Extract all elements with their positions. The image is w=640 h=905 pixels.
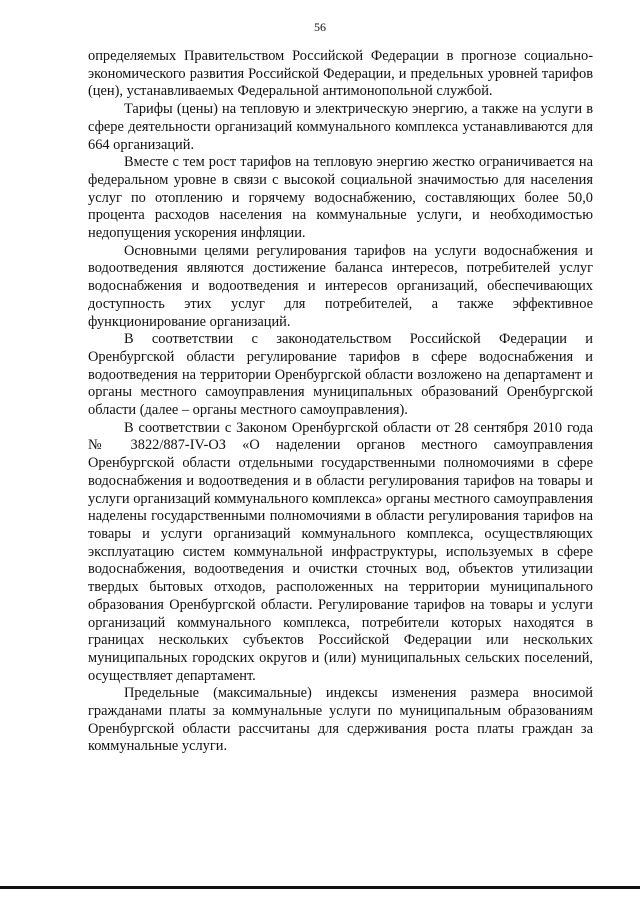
paragraph-regulation-goals: Основными целями регулирования тарифов на услуги водоснабжения и водоотведения являются достижение баланса интересов, потребителей услуг водоснабжения и водоотведения и интересов организаций, обеспечивающих доступность этих услуг для потребителей, а также эффективное функционирование организаций. bbox=[88, 242, 593, 330]
paragraph-payment-indices: Предельные (максимальные) индексы изменения размера вносимой гражданами платы за коммунальные услуги по муниципальным образованиям Оренбургской области рассчитаны для сдерживания роста платы граждан за коммунальные услуги. bbox=[88, 685, 593, 755]
paragraph-heat-tariff-limits: Вместе с тем рост тарифов на тепловую энергию жестко ограничивается на федеральном уровне в связи с высокой социальной значимостью для населения услуг по отоплению и горячему водоснабжению, составляющих более 50,0 процента расходов населения на коммунальные услуги, и необходимостью недопущения ускорения инфляции. bbox=[88, 154, 593, 242]
paragraph-regional-law: В соответствии с Законом Оренбургской области от 28 сентября 2010 года № 3822/887-IV-ОЗ «О наделении органов местного самоуправления Оренбургской области отдельными государственными полномочиями в сфере водоснабжения и водоотведения и в области регулирования тарифов на товары и услуги организаций коммунального комплекса» органы местного самоуправления наделены государственными полномочиями в области регулирования тарифов на товары и услуги организаций коммунального комплекса, осуществляющих эксплуатацию систем коммунальной инфраструктуры, используемых в сфере водоснабжения, водоотведения и очистки сточных вод, объектов утилизации твердых бытовых отходов, расположенных на территории муниципального образования Оренбургской области. Регулирование тарифов на товары и услуги организаций коммунального комплекса, потребители которых находятся в границах нескольких субъектов Российской Федерации или нескольких муниципальных городских округов и (или) муниципальных сельских поселений, осуществляет департамент. bbox=[88, 419, 593, 684]
document-body bbox=[88, 48, 593, 756]
paragraph-tariffs-organizations: Тарифы (цены) на тепловую и электрическую энергию, а также на услуги в сфере деятельности организаций коммунального комплекса устанавливаются для 664 организаций. bbox=[88, 101, 593, 153]
page-number: 56 bbox=[314, 20, 326, 34]
paragraph-legislation: В соответствии с законодательством Российской Федерации и Оренбургской области регулирование тарифов в сфере водоснабжения и водоотведения на территории Оренбургской области возложено на департамент и органы местного самоуправления муниципальных образований Оренбургской области (далее – органы местного самоуправления). bbox=[88, 331, 593, 419]
bottom-divider bbox=[0, 886, 640, 889]
paragraph-continuation: определяемых Правительством Российской Федерации в прогнозе социально-экономического развития Российской Федерации, и предельных уровней тарифов (цен), устанавливаемых Федеральной антимонопольной службой. bbox=[88, 48, 593, 100]
